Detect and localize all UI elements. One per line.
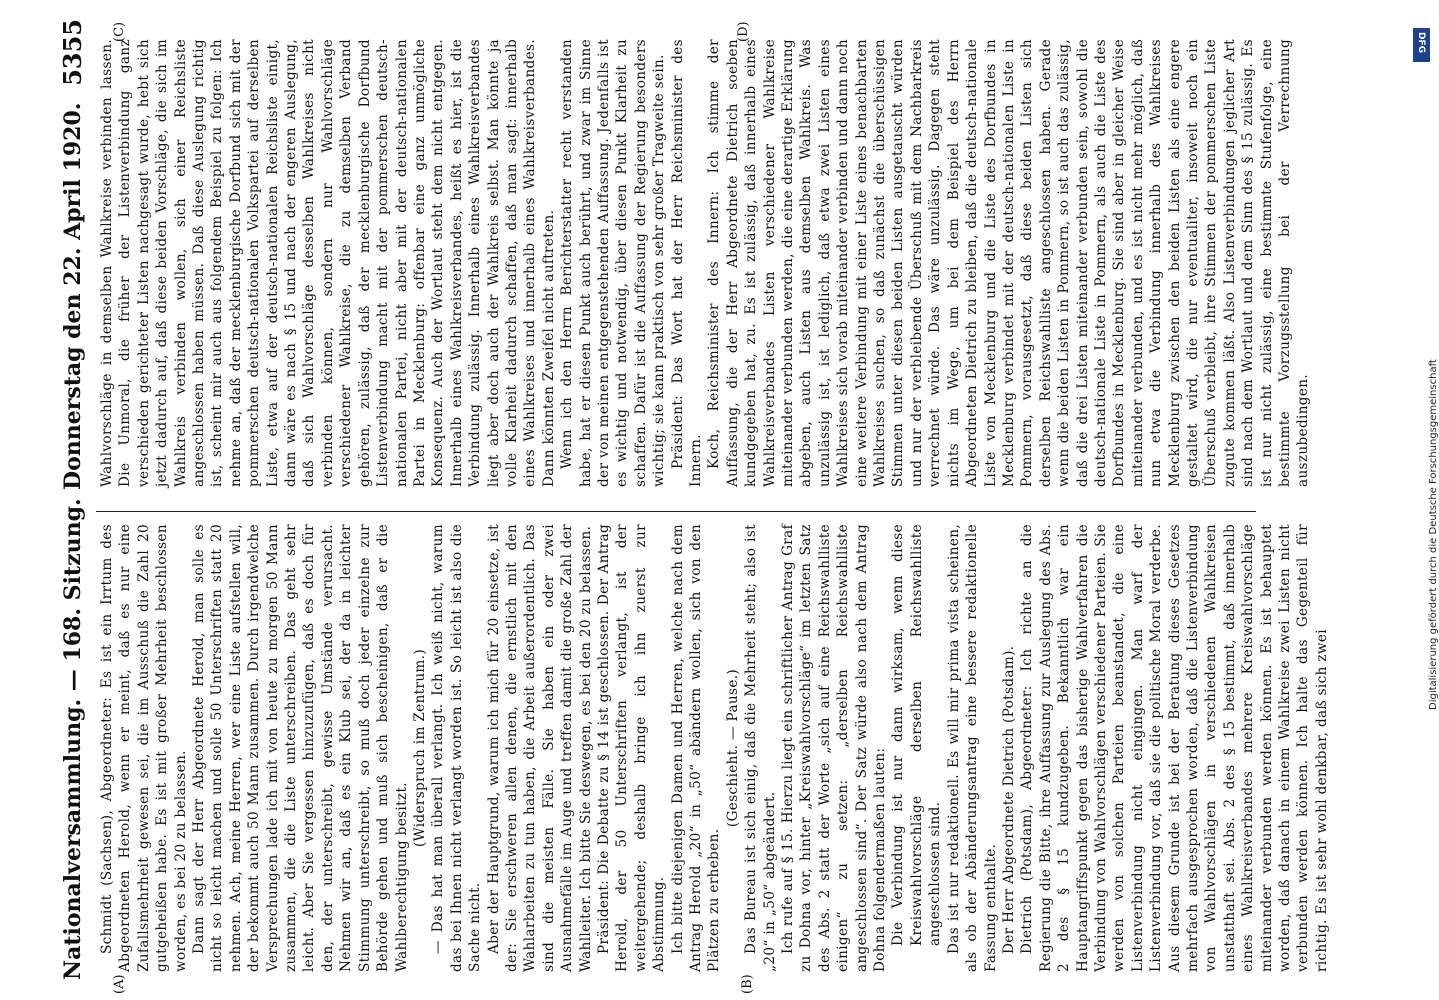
- page-header: [58, 15, 88, 990]
- paragraph: Wenn ich den Herrn Berichterstatter recht verstanden habe, hat er diesen Punkt auch berührt, und zwar im Sinne der von meinen entgegenstehenden Auffassung. Jedenfalls ist es wichtig und notwendig, über diesen Punkt Klarheit zu schaffen. Dafür ist die Auffassung der Regierung besonders wichtig; sie kann praktisch von sehr großer Tragweite sein.: [559, 39, 668, 487]
- paragraph: — Das hat man überall verlangt. Ich weiß nicht, warum das bei Ihnen nicht verlangt worden ist. So leicht ist also die Sache nicht.: [430, 524, 484, 972]
- paragraph: Aber der Hauptgrund, warum ich mich für 20 einsetze, ist der: Sie erschweren allen denen, die ernstlich mit den Wahlarbeiten zu tun haben, die Arbeit außerordentlich. Das sind die meisten Fälle. Sie haben ein oder zwei Ausnahmefälle im Auge und treffen damit die große Zahl der Wahlleiter. Ich bitte Sie deswegen, es bei den 20 zu belassen.: [485, 524, 594, 972]
- column-divider: [96, 511, 1256, 512]
- quoted-text: Die Verbindung ist nur dann wirksam, wenn diese Kreiswahlvorschläge derselben Reichswahlliste angeschlossen sind.: [890, 524, 944, 946]
- header-date: Donnerstag den 22. April 1920.: [60, 102, 86, 490]
- digitization-stamp: [1410, 20, 1439, 995]
- margin-marker-a: (A): [112, 974, 127, 994]
- margin-marker-b: (B): [740, 974, 755, 994]
- paragraph: Das ist nur redaktionell. Es will mir prima vista scheinen, als ob der Abänderungsantrag eine bessere redaktionelle Fassung enthalte.: [945, 524, 999, 972]
- paragraph: Wahlvorschläge in demselben Wahlkreise verbinden lassen. Die Unmoral, die früher der Listenverbindung ganz verschieden gerichteter Listen nachgesagt wurde, hebt sich jetzt dadurch auf, daß diese beiden Vorschläge, die sich im Wahlkreis verbinden wollen, sich einer Reichsliste angeschlossen haben müssen. Daß diese Auslegung richtig ist, scheint mir auch aus folgendem Beispiel zu folgen: Ich nehme an, daß der mecklenburgische Dorfbund sich mit der pommerschen deutsch-nationalen Volkspartei auf derselben Liste, etwa auf der deutsch-nationalen Reichsliste einigt, dann wäre es nach § 15 und nach der engeren Auslegung, daß sich Wahlvorschläge desselben Wahlkreises nicht verbinden können, sondern nur Wahlvorschläge verschiedener Wahlkreise, die zu demselben Verband gehören, zulässig, daß der mecklenburgische Dorfbund Listenverbindung macht mit der pommerschen deutsch-nationalen Partei, nicht aber mit der deutsch-nationalen Partei in Mecklenburg: offenbar eine ganz unmögliche Konsequenz. Auch der Wortlaut steht dem nicht entgegen. Innerhalb eines Wahlkreisverbandes, heißt es hier, ist die Verbindung zulässig. Innerhalb eines Wahlkreisverbandes liegt aber doch auch der Wahlkreis selbst. Man könnte ja volle Klarheit dadurch schaffen, daß man sagt: innerhalb eines Wahlkreises und innerhalb eines Wahlkreisverbandes. Dann könnten Zweifel nicht auftreten.: [99, 39, 557, 487]
- paragraph: Der Herr Abgeordnete Dietrich (Potsdam).: [1000, 645, 1017, 954]
- paragraph: Dietrich (Potsdam), Abgeordneter: Ich richte an die Regierung die Bitte, ihre Auffassung zur Auslegung des Abs. 2 des § 15 kundzugeben. Bekanntlich war ein Hauptangriffspunkt gegen das bisherige Wahlverfahren die Verbindung von Wahlvorschlägen verschiedener Parteien. Sie werden von solchen Parteien beanstandet, die eine Listenverbindung nicht eingingen. Man warf der Listenverbindung vor, daß sie die politische Moral verderbe. Aus diesem Grunde ist bei der Beratung dieses Gesetzes mehrfach ausgesprochen worden, daß die Listenverbindung von Wahlvorschlägen in verschiedenen Wahlkreisen unstatthaft sei. Abs. 2 des § 15 bestimmt, daß innerhalb eines Wahlkreisverbandes mehrere Kreiswahlvorschläge miteinander verbunden werden können. Es ist behauptet worden, daß danach in einem Wahlkreise zwei Listen nicht verbunden werden können. Ich halte das Gegenteil für richtig. Es ist sehr wohl denkbar, daß sich zwei: [1019, 524, 1330, 972]
- paragraph: Ich rufe auf § 15. Hierzu liegt ein schriftlicher Antrag Graf zu Dohna vor, hinter „Kreiswahlvorschläge“ im letzten Satz des Abs. 2 statt der Worte „sich auf eine Reichswahlliste einigen“ zu setzen: „derselben Reichswahlliste angeschlossen sind“. Der Satz würde also nach dem Antrag Dohna folgendermaßen lauten:: [780, 524, 889, 972]
- paragraph: Ich bitte diejenigen Damen und Herren, welche nach dem Antrag Herold „20“ in „50“ abändern wollen, sich von den Plätzen zu erheben.: [669, 524, 723, 972]
- paragraph: Dann sagt der Herr Abgeordnete Herold, man solle es nicht so leicht machen und solle 50 Unterschriften statt 20 nehmen. Ach, meine Herren, wer eine Liste aufstellen will, der bekommt auch 50 Mann zusammen. Durch irgendwelche Versprechungen lade ich mit von heute zu morgen 50 Mann zusammen, die die Liste unterschreiben. Das geht sehr leicht. Aber Sie vergessen hinzuzufügen, daß es doch für den, der unterschreibt, gewisse Umstände verursacht. Nehmen wir an, daß es ein Klub sei, der da in leichter Stimmung unterschreibt, so muß doch jeder einzelne zur Behörde gehen und muß sich bescheinigen, daß er die Wahlberechtigung besitzt.: [191, 524, 410, 972]
- dfg-logo: DFG: [1413, 28, 1430, 62]
- interjection: (Widerspruch im Zentrum.): [411, 648, 428, 848]
- margin-marker-c: (C): [112, 21, 127, 42]
- margin-marker-d: (D): [736, 21, 751, 42]
- page-number: 5355: [58, 19, 87, 86]
- paragraph: Koch, Reichsminister des Innern: Ich stimme der Auffassung, die der Herr Abgeordnete Dietrich soeben kundgegeben hat, zu. Es ist zulässig, daß innerhalb eines Wahlkreisverbandes Listen verschiedener Wahlkreise miteinander verbunden werden, die eine derartige Erklärung abgeben, auch Listen aus demselben Wahlkreis. Was unzulässig ist, ist lediglich, daß etwa zwei Listen eines Wahlkreises sich vorab miteinander verbinden und dann noch eine weitere Verbindung mit einer Liste eines benachbarten Wahlkreises suchen, so daß zunächst die überschüssigen Stimmen unter diesen beiden Listen ausgetauscht würden und nur der verbleibende Überschuß mit dem Nachbarkreis verrechnet würde. Das wäre unzulässig. Dagegen steht nichts im Wege, um bei dem Beispiel des Herrn Abgeordneten Dietrich zu bleiben, daß die deutsch-nationale Liste von Mecklenburg und die Liste des Dorfbundes in Mecklenburg verbindet mit der deutsch-nationalen Liste in Pommern, vorausgesetzt, daß diese beiden Listen sich derselben Reichswahlliste angeschlossen haben. Gerade wenn die beiden Listen in Pommern, so ist auch das zulässig, daß die drei Listen miteinander verbunden sein, sowohl die deutsch-nationale Liste in Pommern, als auch die Liste des Dorfbundes in Mecklenburg. Sie sind aber in gleicher Weise miteinander verbunden, und es ist nicht mehr möglich, daß nun etwa die Verbindung innerhalb des Wahlkreises Mecklenburg zwischen den beiden Listen als eine engere gestaltet wird, die nur eventualiter, insoweit noch ein Überschuß verbleibt, ihre Stimmen der pommerschen Liste zugute kommen läßt. Also Listenverbindungen jeglicher Art sind nach dem Wortlaut und dem Sinn des § 15 zulässig. Es ist nur nicht zulässig, eine bestimmte Stufenfolge, eine bestimmte Vorzugsstellung bei der Verrechnung auszubedingen.: [706, 39, 1312, 487]
- text-column-left: [98, 524, 1330, 972]
- text-column-right: [98, 39, 1312, 487]
- paragraph: Schmidt (Sachsen), Abgeordneter: Es ist ein Irrtum des Abgeordneten Herold, wenn er meint, daß es nur eine Zufallsmehrheit gewesen sei, die im Ausschuß die Zahl 20 gutgeheißen habe. Es ist mit großer Mehrheit beschlossen worden, es bei 20 zu belassen.: [99, 524, 189, 972]
- interjection: (Geschieht. — Pause.): [724, 668, 741, 828]
- stamp-text: Digitalisierung gefördert durch die Deutsche Forschungsgemeinschaft: [1428, 359, 1439, 710]
- header-title: Nationalversammlung. — 168. Sitzung.: [60, 498, 86, 980]
- paragraph: Präsident: Das Wort hat der Herr Reichsminister des Innern.: [669, 39, 704, 487]
- paragraph: Präsident: Die Debatte zu § 14 ist geschlossen. Der Antrag Herold, der 50 Unterschriften verlangt, ist der weitergehende; deshalb bringe ich ihn zuerst zur Abstimmung.: [595, 524, 668, 972]
- paragraph: Das Bureau ist sich einig, daß die Mehrheit steht; also ist „20“ in „50“ abgeändert.: [743, 524, 778, 972]
